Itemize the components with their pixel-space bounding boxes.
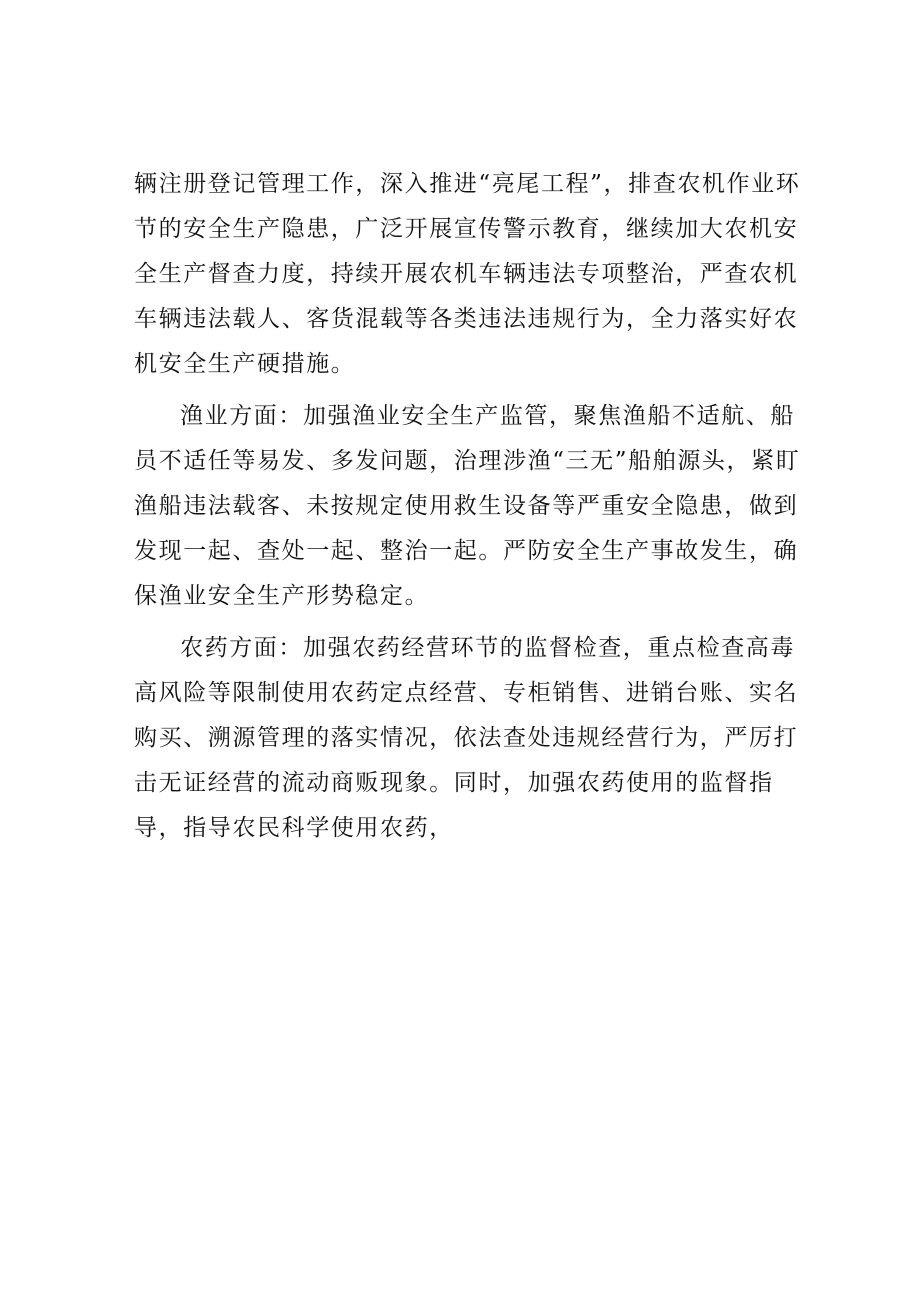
document-body (134, 162, 804, 851)
paragraph-pesticides: 农药方面：加强农药经营环节的监督检查，重点检查高毒高风险等限制使用农药定点经营、专柜销售、进销台账、实名购买、溯源管理的落实情况，依法查处违规经营行为，严厉打击无证经营的流动商贩现象。同时，加强农药使用的监督指导，指导农民科学使用农药， (134, 635, 799, 841)
paragraph-fishery: 渔业方面：加强渔业安全生产监管，聚焦渔船不适航、船员不适任等易发、多发问题，治理涉渔“三无”船舶源头，紧盯渔船违法载客、未按规定使用救生设备等严重安全隐患，做到发现一起、查处一起、整治一起。严防安全生产事故发生，确保渔业安全生产形势稳定。 (134, 403, 801, 609)
paragraph-agricultural-machinery: 辆注册登记管理工作，深入推进“亮尾工程”，排查农机作业环节的安全生产隐患，广泛开展宣传警示教育，继续加大农机安全生产督查力度，持续开展农机车辆违法专项整治，严查农机车辆违法载人、客货混载等各类违法违规行为，全力落实好农机安全生产硬措施。 (134, 171, 801, 377)
